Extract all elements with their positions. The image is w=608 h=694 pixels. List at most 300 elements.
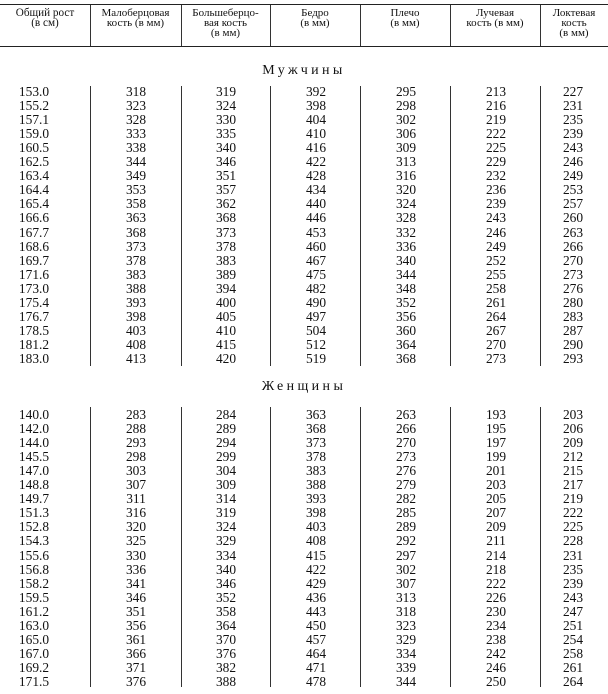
bone-length-cell: 193 xyxy=(485,407,507,422)
bone-length-cell: 309 xyxy=(395,140,417,156)
bone-length-cell: 378 xyxy=(215,238,237,254)
bone-length-cell: 243 xyxy=(562,589,584,605)
bone-length-cell: 205 xyxy=(485,491,507,507)
bone-length-cell: 460 xyxy=(305,238,327,254)
bone-length-cell: 313 xyxy=(395,154,417,170)
bone-length-cell: 450 xyxy=(305,617,327,633)
bone-length-cell: 344 xyxy=(395,673,417,689)
bone-length-cell: 349 xyxy=(125,168,147,184)
bone-length-cell: 464 xyxy=(305,645,327,661)
height-cell: 169.7 xyxy=(18,252,50,268)
bone-length-cell: 299 xyxy=(215,449,237,465)
bone-length-cell: 258 xyxy=(485,280,507,296)
table-row xyxy=(0,479,608,491)
bone-length-cell: 340 xyxy=(395,252,417,268)
bone-length-cell: 280 xyxy=(562,294,584,310)
bone-length-cell: 398 xyxy=(305,505,327,521)
bone-length-cell: 373 xyxy=(215,224,237,240)
table-row xyxy=(0,547,608,563)
bone-length-cell: 323 xyxy=(395,617,417,633)
bone-length-cell: 211 xyxy=(486,533,506,549)
bone-length-cell: 490 xyxy=(305,294,327,310)
bone-length-cell: 339 xyxy=(395,659,417,675)
bone-length-cell: 344 xyxy=(395,266,417,282)
bone-length-cell: 360 xyxy=(395,322,417,338)
bone-length-cell: 376 xyxy=(215,645,237,661)
bone-length-cell: 219 xyxy=(485,112,507,128)
table-row xyxy=(0,575,608,591)
table-row xyxy=(0,617,608,633)
bone-length-cell: 373 xyxy=(125,238,147,254)
table-row xyxy=(0,100,608,112)
bone-length-cell: 225 xyxy=(485,140,507,156)
bone-length-cell: 388 xyxy=(215,673,237,689)
bone-length-cell: 413 xyxy=(125,350,147,366)
height-cell: 163.0 xyxy=(18,617,50,633)
bone-length-cell: 276 xyxy=(395,463,417,479)
bone-length-cell: 408 xyxy=(125,336,147,352)
bone-length-cell: 329 xyxy=(395,631,417,647)
bone-length-cell: 303 xyxy=(125,463,147,479)
bone-length-cell: 290 xyxy=(562,336,584,352)
bone-length-cell: 203 xyxy=(485,477,507,493)
section-title: Мужчины xyxy=(262,63,346,78)
bone-length-cell: 295 xyxy=(395,84,417,99)
height-cell: 152.8 xyxy=(18,519,50,535)
bone-length-cell: 336 xyxy=(125,561,147,577)
table-row xyxy=(0,645,608,661)
bone-length-cell: 416 xyxy=(305,140,327,156)
table-row xyxy=(0,350,608,366)
bone-length-cell: 398 xyxy=(125,308,147,324)
bone-length-cell: 228 xyxy=(562,533,584,549)
bone-length-cell: 287 xyxy=(562,322,584,338)
bone-length-cell: 270 xyxy=(562,252,584,268)
bone-length-cell: 325 xyxy=(125,533,147,549)
bone-length-cell: 247 xyxy=(562,603,584,619)
height-cell: 145.5 xyxy=(18,449,50,465)
bone-length-cell: 368 xyxy=(395,350,417,366)
bone-length-cell: 219 xyxy=(562,491,584,507)
bone-length-cell: 253 xyxy=(562,182,584,198)
table-row xyxy=(0,521,608,533)
bone-length-cell: 383 xyxy=(305,463,327,479)
column-header: Общий рост (в см) xyxy=(15,7,75,29)
bone-length-cell: 298 xyxy=(395,98,417,114)
height-cell: 142.0 xyxy=(18,421,50,437)
bone-length-cell: 378 xyxy=(125,252,147,268)
bone-length-cell: 368 xyxy=(215,210,237,226)
bone-length-cell: 289 xyxy=(215,421,237,437)
table-row xyxy=(0,507,608,519)
table-row xyxy=(0,238,608,254)
bone-length-cell: 362 xyxy=(215,196,237,212)
bone-length-cell: 330 xyxy=(215,112,237,128)
bone-length-cell: 254 xyxy=(562,631,584,647)
bone-length-cell: 316 xyxy=(395,168,417,184)
bone-length-cell: 338 xyxy=(125,140,147,156)
height-cell: 166.6 xyxy=(18,210,50,226)
bone-length-cell: 446 xyxy=(305,210,327,226)
bone-length-cell: 195 xyxy=(485,421,507,437)
bone-length-cell: 264 xyxy=(562,673,584,689)
bone-length-cell: 213 xyxy=(485,84,507,99)
bone-length-cell: 330 xyxy=(125,547,147,563)
bone-length-cell: 212 xyxy=(562,449,584,465)
bone-length-cell: 307 xyxy=(125,477,147,493)
bone-length-cell: 352 xyxy=(215,589,237,605)
column-header: Малоберцовая кость (в мм) xyxy=(101,7,170,29)
bone-length-cell: 243 xyxy=(562,140,584,156)
table-row xyxy=(0,336,608,352)
bone-length-cell: 292 xyxy=(395,533,417,549)
bone-length-cell: 311 xyxy=(126,491,146,507)
bone-length-cell: 222 xyxy=(562,505,584,521)
table-row xyxy=(0,535,608,547)
height-cell: 165.4 xyxy=(18,196,50,212)
table-row xyxy=(0,142,608,154)
bone-length-cell: 378 xyxy=(305,449,327,465)
bone-length-cell: 353 xyxy=(125,182,147,198)
bone-length-cell: 346 xyxy=(215,575,237,591)
bone-length-cell: 319 xyxy=(215,505,237,521)
height-cell: 161.2 xyxy=(18,603,50,619)
table-row xyxy=(0,294,608,310)
height-cell: 173.0 xyxy=(18,280,50,296)
bone-length-cell: 512 xyxy=(305,336,327,352)
bone-length-cell: 289 xyxy=(395,519,417,535)
bone-length-cell: 440 xyxy=(305,196,327,212)
bone-length-cell: 232 xyxy=(485,168,507,184)
bone-length-cell: 264 xyxy=(485,308,507,324)
height-cell: 176.7 xyxy=(18,308,50,324)
bone-length-cell: 231 xyxy=(562,547,584,563)
table-row xyxy=(0,589,608,605)
bone-length-cell: 306 xyxy=(395,126,417,142)
bone-length-cell: 282 xyxy=(395,491,417,507)
bone-length-cell: 389 xyxy=(215,266,237,282)
height-cell: 168.6 xyxy=(18,238,50,254)
bone-length-cell: 356 xyxy=(395,308,417,324)
bone-length-cell: 250 xyxy=(485,673,507,689)
height-cell: 165.0 xyxy=(18,631,50,647)
height-cell: 158.2 xyxy=(18,575,50,591)
height-cell: 171.5 xyxy=(18,673,50,689)
bone-length-cell: 239 xyxy=(562,126,584,142)
column-header: Локтевая кость (в мм) xyxy=(552,7,596,39)
table-row xyxy=(0,128,608,140)
bone-length-cell: 364 xyxy=(395,336,417,352)
height-cell: 183.0 xyxy=(18,350,50,366)
table-row xyxy=(0,561,608,577)
bone-length-cell: 356 xyxy=(125,617,147,633)
bone-length-cell: 288 xyxy=(125,421,147,437)
bone-length-cell: 332 xyxy=(395,224,417,240)
bone-length-cell: 273 xyxy=(562,266,584,282)
bone-length-cell: 420 xyxy=(215,350,237,366)
height-cell: 154.3 xyxy=(18,533,50,549)
bone-length-cell: 393 xyxy=(305,491,327,507)
header-bottom-rule xyxy=(0,46,608,47)
table-row xyxy=(0,308,608,324)
bone-length-cell: 217 xyxy=(562,477,584,493)
bone-length-cell: 246 xyxy=(485,659,507,675)
bone-length-cell: 334 xyxy=(215,547,237,563)
bone-length-cell: 234 xyxy=(485,617,507,633)
bone-length-cell: 357 xyxy=(215,182,237,198)
table-row xyxy=(0,437,608,449)
bone-length-cell: 283 xyxy=(125,407,147,422)
bone-length-cell: 215 xyxy=(562,463,584,479)
height-cell: 171.6 xyxy=(18,266,50,282)
bone-length-cell: 273 xyxy=(485,350,507,366)
bone-length-cell: 270 xyxy=(485,336,507,352)
bone-length-cell: 270 xyxy=(395,435,417,451)
height-cell: 156.8 xyxy=(18,561,50,577)
bone-length-cell: 383 xyxy=(125,266,147,282)
bone-length-cell: 434 xyxy=(305,182,327,198)
bone-length-cell: 443 xyxy=(305,603,327,619)
bone-length-cell: 366 xyxy=(125,645,147,661)
bone-length-cell: 258 xyxy=(562,645,584,661)
bone-length-cell: 203 xyxy=(562,407,584,422)
table-row xyxy=(0,170,608,182)
bone-length-cell: 201 xyxy=(485,463,507,479)
bone-length-cell: 266 xyxy=(395,421,417,437)
bone-length-cell: 328 xyxy=(395,210,417,226)
bone-length-cell: 323 xyxy=(125,98,147,114)
bone-length-cell: 497 xyxy=(305,308,327,324)
column-header: Плечо (в мм) xyxy=(390,7,420,29)
column-header: Бедро (в мм) xyxy=(300,7,330,29)
bone-length-cell: 364 xyxy=(215,617,237,633)
bone-length-cell: 251 xyxy=(562,617,584,633)
height-cell: 167.7 xyxy=(18,224,50,240)
bone-length-cell: 207 xyxy=(485,505,507,521)
section-title: Женщины xyxy=(261,379,347,394)
bone-length-cell: 304 xyxy=(215,463,237,479)
bone-length-cell: 346 xyxy=(215,154,237,170)
bone-length-cell: 478 xyxy=(305,673,327,689)
bone-length-cell: 341 xyxy=(125,575,147,591)
height-cell: 160.5 xyxy=(18,140,50,156)
bone-length-cell: 340 xyxy=(215,140,237,156)
bone-length-cell: 318 xyxy=(395,603,417,619)
bone-length-cell: 309 xyxy=(215,477,237,493)
column-header: Лучевая кость (в мм) xyxy=(466,7,524,29)
bone-length-cell: 243 xyxy=(485,210,507,226)
bone-length-cell: 368 xyxy=(305,421,327,437)
table-row xyxy=(0,322,608,338)
table-row xyxy=(0,156,608,168)
bone-length-cell: 284 xyxy=(215,407,237,422)
bone-length-cell: 405 xyxy=(215,308,237,324)
bone-length-cell: 408 xyxy=(305,533,327,549)
height-cell: 155.2 xyxy=(18,98,50,114)
bone-length-cell: 363 xyxy=(125,210,147,226)
bone-length-cell: 376 xyxy=(125,673,147,689)
bone-length-cell: 351 xyxy=(215,168,237,184)
height-cell: 151.3 xyxy=(18,505,50,521)
bone-length-cell: 209 xyxy=(485,519,507,535)
table-row xyxy=(0,252,608,268)
bone-length-cell: 404 xyxy=(305,112,327,128)
height-cell: 140.0 xyxy=(18,407,50,422)
bone-length-cell: 285 xyxy=(395,505,417,521)
bone-length-cell: 388 xyxy=(125,280,147,296)
bone-length-cell: 197 xyxy=(485,435,507,451)
bone-length-cell: 242 xyxy=(485,645,507,661)
bone-length-cell: 328 xyxy=(125,112,147,128)
bone-length-cell: 428 xyxy=(305,168,327,184)
bone-length-cell: 504 xyxy=(305,322,327,338)
bone-length-cell: 227 xyxy=(562,84,584,99)
bone-length-cell: 214 xyxy=(485,547,507,563)
height-cell: 148.8 xyxy=(18,477,50,493)
bone-length-cell: 394 xyxy=(215,280,237,296)
bone-length-cell: 314 xyxy=(215,491,237,507)
height-cell: 169.2 xyxy=(18,659,50,675)
bone-length-cell: 307 xyxy=(395,575,417,591)
bone-length-cell: 351 xyxy=(125,603,147,619)
bone-length-cell: 235 xyxy=(562,112,584,128)
bone-length-cell: 235 xyxy=(562,561,584,577)
bone-length-cell: 403 xyxy=(305,519,327,535)
bone-length-cell: 410 xyxy=(215,322,237,338)
table-row xyxy=(0,631,608,647)
bone-length-cell: 222 xyxy=(485,126,507,142)
bone-length-cell: 475 xyxy=(305,266,327,282)
bone-length-cell: 302 xyxy=(395,112,417,128)
bone-length-cell: 373 xyxy=(305,435,327,451)
bone-length-cell: 371 xyxy=(125,659,147,675)
bone-length-cell: 336 xyxy=(395,238,417,254)
bone-length-cell: 361 xyxy=(125,631,147,647)
bone-length-cell: 335 xyxy=(215,126,237,142)
bone-length-cell: 260 xyxy=(562,210,584,226)
bone-length-cell: 238 xyxy=(485,631,507,647)
table-row xyxy=(0,603,608,619)
bone-length-cell: 340 xyxy=(215,561,237,577)
bone-length-cell: 246 xyxy=(485,224,507,240)
bone-length-cell: 415 xyxy=(305,547,327,563)
header-top-rule xyxy=(0,4,608,5)
bone-length-cell: 324 xyxy=(215,98,237,114)
bone-length-cell: 257 xyxy=(562,196,584,212)
bone-length-cell: 422 xyxy=(305,154,327,170)
bone-length-cell: 352 xyxy=(395,294,417,310)
height-cell: 159.5 xyxy=(18,589,50,605)
bone-length-cell: 302 xyxy=(395,561,417,577)
height-cell: 178.5 xyxy=(18,322,50,338)
table-row xyxy=(0,465,608,477)
bone-length-cell: 482 xyxy=(305,280,327,296)
height-cell: 167.0 xyxy=(18,645,50,661)
bone-length-cell: 363 xyxy=(305,407,327,422)
bone-length-cell: 313 xyxy=(395,589,417,605)
table-row xyxy=(0,114,608,126)
height-cell: 163.4 xyxy=(18,168,50,184)
bone-length-cell: 471 xyxy=(305,659,327,675)
bone-length-cell: 263 xyxy=(562,224,584,240)
table-row xyxy=(0,451,608,463)
bone-length-cell: 316 xyxy=(125,505,147,521)
bone-length-cell: 298 xyxy=(125,449,147,465)
bone-length-cell: 392 xyxy=(305,84,327,99)
height-cell: 155.6 xyxy=(18,547,50,563)
bone-length-cell: 467 xyxy=(305,252,327,268)
height-cell: 144.0 xyxy=(18,435,50,451)
bone-length-cell: 229 xyxy=(485,154,507,170)
bone-length-cell: 358 xyxy=(215,603,237,619)
bone-length-cell: 324 xyxy=(215,519,237,535)
bone-length-cell: 283 xyxy=(562,308,584,324)
height-cell: 181.2 xyxy=(18,336,50,352)
bone-length-cell: 320 xyxy=(125,519,147,535)
bone-length-cell: 239 xyxy=(562,575,584,591)
height-cell: 175.4 xyxy=(18,294,50,310)
bone-length-cell: 261 xyxy=(485,294,507,310)
bone-length-cell: 403 xyxy=(125,322,147,338)
bone-length-cell: 293 xyxy=(562,350,584,366)
bone-length-cell: 218 xyxy=(485,561,507,577)
table-row xyxy=(0,423,608,435)
bone-length-cell: 383 xyxy=(215,252,237,268)
bone-length-cell: 358 xyxy=(125,196,147,212)
bone-length-cell: 216 xyxy=(485,98,507,114)
table-row xyxy=(0,224,608,240)
column-header: Большеберцо- вая кость (в мм) xyxy=(192,7,259,39)
bone-length-cell: 398 xyxy=(305,98,327,114)
bone-length-cell: 410 xyxy=(305,126,327,142)
table-row xyxy=(0,280,608,296)
bone-length-cell: 334 xyxy=(395,645,417,661)
bone-length-cell: 267 xyxy=(485,322,507,338)
bone-length-cell: 324 xyxy=(395,196,417,212)
table-row xyxy=(0,198,608,210)
bone-length-cell: 276 xyxy=(562,280,584,296)
bone-length-cell: 230 xyxy=(485,603,507,619)
table-row xyxy=(0,493,608,505)
bone-length-cell: 249 xyxy=(485,238,507,254)
bone-length-cell: 273 xyxy=(395,449,417,465)
bone-length-cell: 222 xyxy=(485,575,507,591)
bone-length-cell: 293 xyxy=(125,435,147,451)
table-row xyxy=(0,212,608,224)
height-cell: 164.4 xyxy=(18,182,50,198)
bone-length-cell: 263 xyxy=(395,407,417,422)
bone-length-cell: 453 xyxy=(305,224,327,240)
bone-length-cell: 246 xyxy=(562,154,584,170)
height-cell: 159.0 xyxy=(18,126,50,142)
table-row xyxy=(0,184,608,196)
bone-length-cell: 206 xyxy=(562,421,584,437)
table-row xyxy=(0,266,608,282)
bone-length-cell: 249 xyxy=(562,168,584,184)
bone-length-cell: 255 xyxy=(485,266,507,282)
height-cell: 153.0 xyxy=(18,84,50,99)
bone-length-cell: 422 xyxy=(305,561,327,577)
height-cell: 157.1 xyxy=(18,112,50,128)
bone-length-cell: 415 xyxy=(215,336,237,352)
table-row xyxy=(0,409,608,421)
bone-length-cell: 346 xyxy=(125,589,147,605)
bone-length-cell: 370 xyxy=(215,631,237,647)
bone-length-cell: 320 xyxy=(395,182,417,198)
height-cell: 162.5 xyxy=(18,154,50,170)
table-row xyxy=(0,659,608,675)
bone-length-cell: 236 xyxy=(485,182,507,198)
